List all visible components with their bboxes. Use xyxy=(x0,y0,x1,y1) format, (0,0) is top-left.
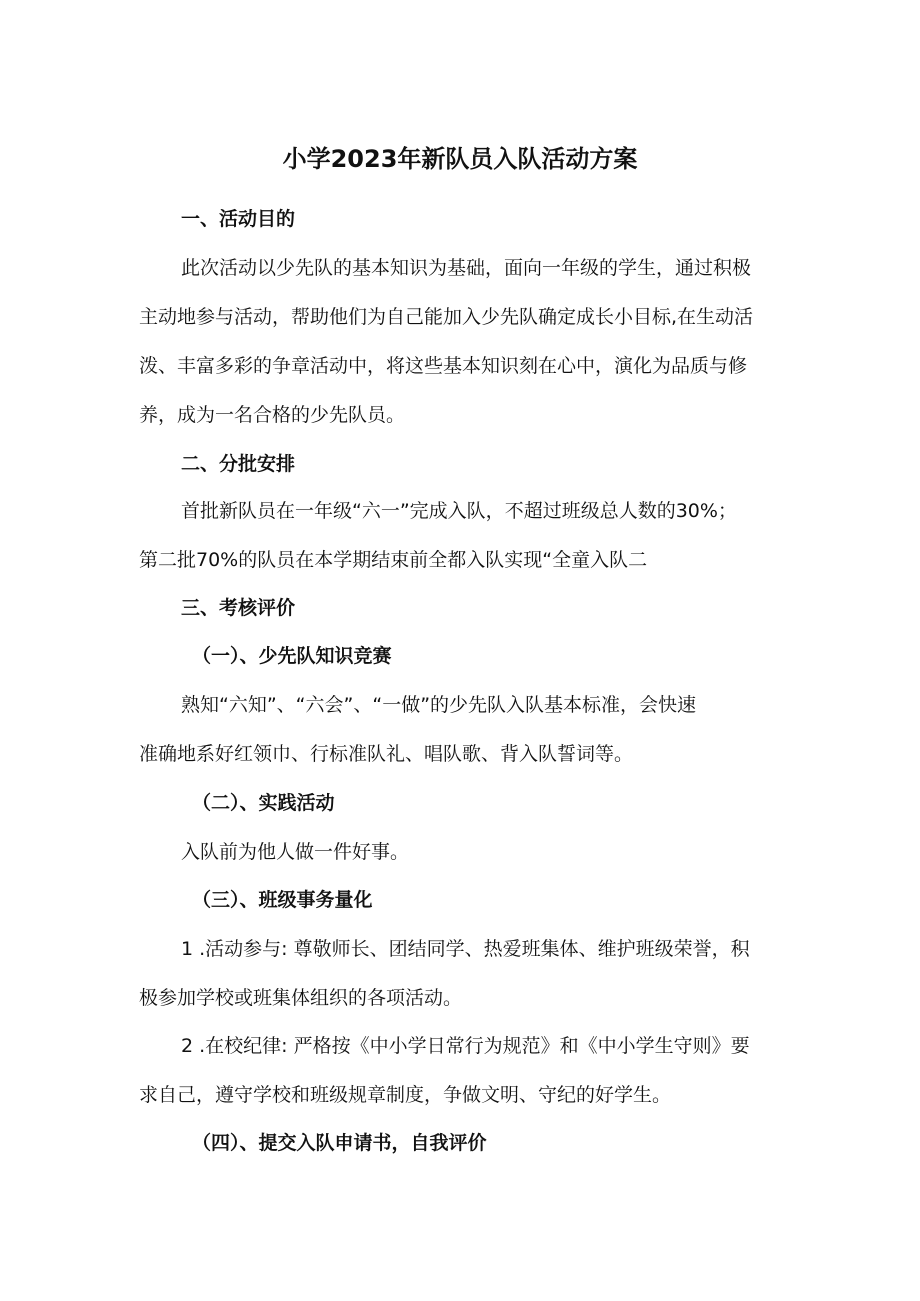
document-page: 小学2023年新队员入队活动方案 一、活动目的 此次活动以少先队的基本知识为基础，面向一年级的学生，通过积极 主动地参与活动，帮助他们为自己能加入少先队确定成长小目标,在生动活 泼、丰富多彩的争章活动中，将这些基本知识刻在心中，演化为品质与修 养，成为一名合格的少先队员。 二、分批安排 首批新队员在一年级“六一”完成入队，不超过班级总人数的30%； 第二批70%的队员在本学期结束前全都入队实现“全童入队二 三、考核评价 （一）、少先队知识竞赛 熟知“六知”、“六会”、“一做”的少先队入队基本标准，会快速 准确地系好红领巾、行标准队礼、唱队歌、背入队誓词等。 （二）、实践活动 入队前为他人做一件好事。 （三）、班级事务量化 1 .活动参与: 尊敬师长、团结同学、热爱班集体、维护班级荣誉，积 极参加学校或班集体组织的各项活动。 2 .在校纪律: 严格按《中小学日常行为规范》和《中小学生守则》要 求自己，遵守学校和班级规章制度，争做文明、守纪的好学生。 （四）、提交入队申请书，自我评价 xyxy=(0,0,920,1301)
document-title: 小学2023年新队员入队活动方案 xyxy=(282,145,638,173)
